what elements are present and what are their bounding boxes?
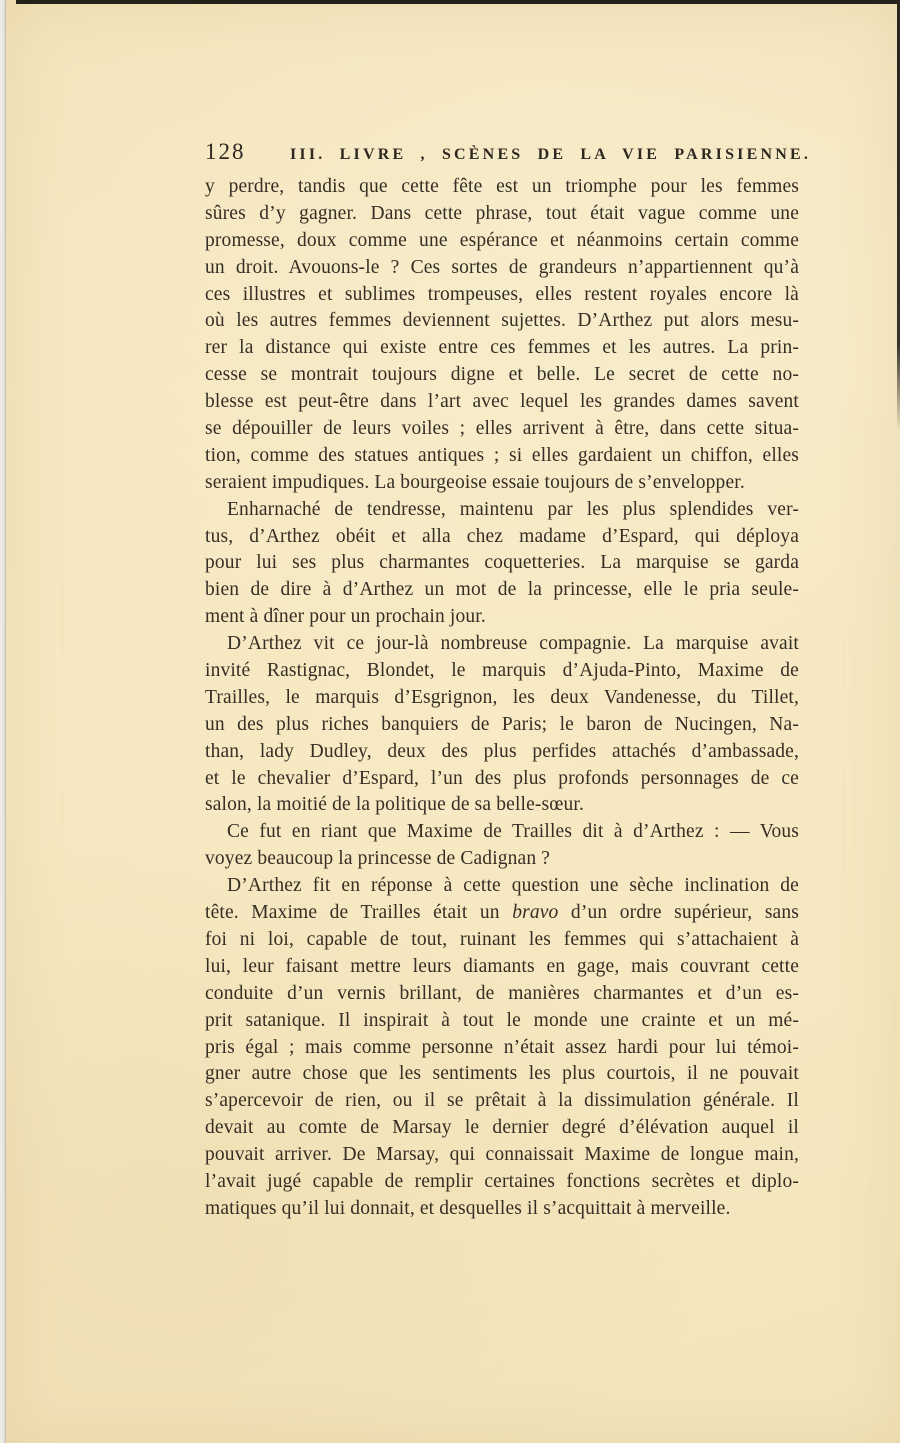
text-line [205, 389, 799, 416]
text-line [205, 1061, 799, 1088]
text-segment: s’apercevoir de rien, ou il se prêtait à la dissimulation générale. Il [205, 1090, 799, 1112]
text-segment: D’Arthez fit en réponse à cette question une sèche inclination de [227, 875, 799, 897]
scan-top-edge [16, 0, 900, 4]
paragraph [205, 497, 799, 631]
text-segment: Ce fut en riant que Maxime de Trailles dit à d’Arthez : — Vous [227, 821, 799, 843]
text-line [205, 1035, 799, 1062]
page-content [205, 139, 812, 1223]
text-segment: prit satanique. Il inspirait à tout le monde une crainte et un mé- [205, 1009, 799, 1031]
text-segment: than, lady Dudley, deux des plus perfides attachés d’ambassade, [205, 740, 799, 762]
text-segment: sûres d’y gagner. Dans cette phrase, tout était vague comme une [205, 202, 799, 224]
text-segment: salon, la moitié de la politique de sa belle-sœur. [205, 794, 584, 816]
text-line [205, 174, 799, 201]
text-line [205, 255, 799, 282]
text-line [205, 1196, 799, 1223]
paragraph [205, 873, 799, 1223]
text-line [205, 604, 799, 631]
text-segment: pouvait arriver. De Marsay, qui connaissait Maxime de longue main, [205, 1144, 799, 1166]
text-segment: Enharnaché de tendresse, maintenu par les plus splendides ver- [227, 498, 799, 520]
paragraph [205, 819, 799, 873]
text-line [205, 362, 799, 389]
text-segment: promesse, doux comme une espérance et néanmoins certain comme [205, 229, 799, 251]
text-line [205, 282, 799, 309]
running-title: III. LIVRE , SCÈNES DE LA VIE PARISIENNE. [290, 146, 812, 163]
text-line [205, 1169, 799, 1196]
text-segment: tête. Maxime de Trailles était un [205, 902, 513, 924]
text-segment: d’un ordre supérieur, sans [558, 902, 799, 924]
text-segment: tion, comme des statues antiques ; si elles gardaient un chiffon, elles [205, 444, 799, 466]
text-segment: conduite d’un vernis brillant, de manières charmantes et d’un es- [205, 982, 799, 1004]
text-line [205, 873, 799, 900]
text-line [205, 524, 799, 551]
text-segment: invité Rastignac, Blondet, le marquis d’Ajuda-Pinto, Maxime de [205, 660, 799, 682]
text-segment: devait au comte de Marsay le dernier degré d’élévation auquel il [205, 1117, 799, 1139]
text-segment: et le chevalier d’Espard, l’un des plus profonds personnages de ce [205, 767, 799, 789]
text-segment: Trailles, le marquis d’Esgrignon, les deux Vandenesse, du Tillet, [205, 686, 799, 708]
text-line [205, 228, 799, 255]
text-segment: D’Arthez vit ce jour-là nombreuse compagnie. La marquise avait [227, 633, 799, 655]
paragraph [205, 174, 799, 497]
text-segment: seraient impudiques. La bourgeoise essaie toujours de s’envelopper. [205, 471, 745, 493]
text-segment: y perdre, tandis que cette fête est un triomphe pour les femmes [205, 176, 799, 197]
text-line [205, 308, 799, 335]
text-line [205, 631, 799, 658]
text-line [205, 577, 799, 604]
text-segment: voyez beaucoup la princesse de Cadignan ? [205, 848, 551, 870]
text-segment: bien de dire à d’Arthez un mot de la princesse, elle le pria seule- [205, 579, 799, 601]
text-line [205, 443, 799, 470]
text-line [205, 201, 799, 228]
body-text [205, 174, 799, 1223]
text-line [205, 335, 799, 362]
text-line [205, 1115, 799, 1142]
text-line [205, 792, 799, 819]
text-segment: ces illustres et sublimes trompeuses, elles restent royales encore là [205, 283, 799, 305]
text-line [205, 658, 799, 685]
text-line [205, 927, 799, 954]
text-segment: matiques qu’il lui donnait, et desquelles il s’acquittait à merveille. [205, 1197, 731, 1219]
text-line [205, 1008, 799, 1035]
text-line [205, 470, 799, 497]
text-segment: l’avait jugé capable de remplir certaines fonctions secrètes et diplo- [205, 1170, 799, 1192]
text-segment: se dépouiller de leurs voiles ; elles arrivent à être, dans cette situa- [205, 418, 799, 440]
text-segment: lui, leur faisant mettre leurs diamants en gage, mais couvrant cette [205, 955, 799, 977]
text-segment: où les autres femmes deviennent sujettes. D’Arthez put alors mesu- [205, 310, 799, 332]
text-line [205, 766, 799, 793]
text-line [205, 954, 799, 981]
text-line [205, 685, 799, 712]
page-number: 128 [205, 139, 246, 164]
text-line [205, 550, 799, 577]
text-segment: pris égal ; mais comme personne n’était assez hardi pour lui témoi- [205, 1036, 799, 1058]
text-line [205, 819, 799, 846]
text-segment: un droit. Avouons-le ? Ces sortes de grandeurs n’appartiennent qu’à [205, 256, 799, 278]
text-segment: un des plus riches banquiers de Paris; le baron de Nucingen, Na- [205, 713, 799, 735]
text-line [205, 416, 799, 443]
text-line [205, 981, 799, 1008]
text-segment: pour lui ses plus charmantes coquetteries. La marquise se garda [205, 552, 799, 574]
text-line [205, 1088, 799, 1115]
text-line [205, 739, 799, 766]
text-line [205, 1142, 799, 1169]
text-segment: tus, d’Arthez obéit et alla chez madame d’Espard, qui déploya [205, 525, 799, 547]
text-segment: cesse se montrait toujours digne et belle. Le secret de cette no- [205, 364, 799, 386]
text-line [205, 712, 799, 739]
text-segment: ment à dîner pour un prochain jour. [205, 606, 486, 628]
italic-text-segment: bravo [512, 902, 559, 924]
text-line [205, 846, 799, 873]
paragraph [205, 631, 799, 819]
page-header [205, 139, 812, 169]
text-line [205, 497, 799, 524]
text-segment: rer la distance qui existe entre ces femmes et les autres. La prin- [205, 337, 799, 359]
text-segment: foi ni loi, capable de tout, ruinant les femmes qui s’attachaient à [205, 928, 799, 950]
text-segment: gner autre chose que les sentiments les plus courtois, il ne pouvait [205, 1063, 799, 1085]
text-line [205, 900, 799, 927]
text-segment: blesse est peut-être dans l’art avec lequel les grandes dames savent [205, 391, 799, 413]
